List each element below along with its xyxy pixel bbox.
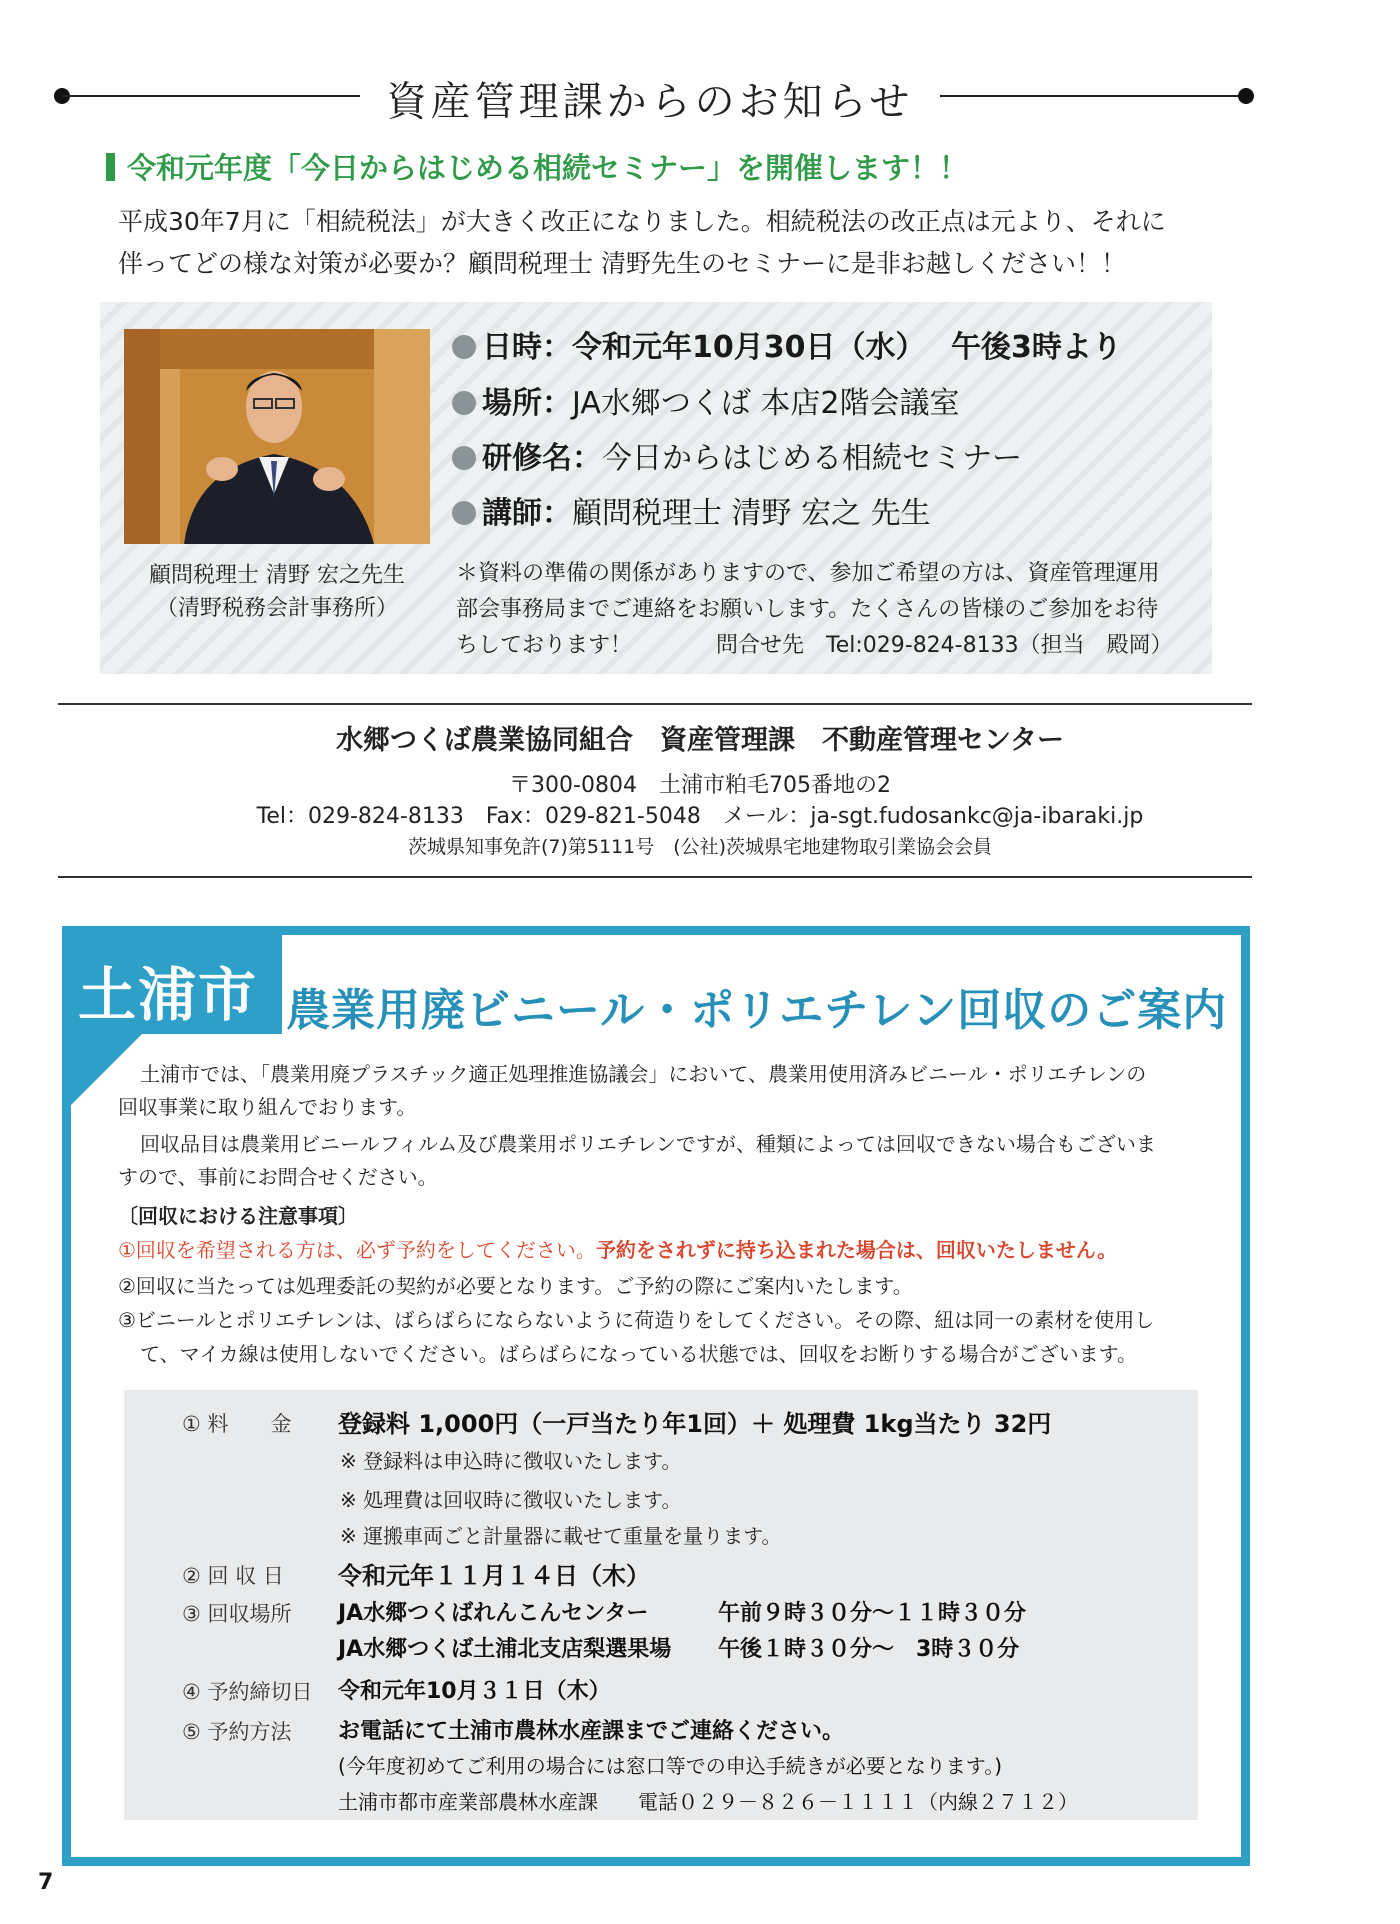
seminar-intro-line-2: 伴ってどの様な対策が必要か？顧問税理士 清野先生のセミナーに是非お越しください！！: [118, 249, 1126, 278]
fee-note-3: ※ 運搬車両ごと計量器に載せて重量を量ります。: [340, 1524, 782, 1548]
seminar-note-line-1: ＊資料の準備の関係がありますので、参加ご希望の方は、資産管理運用: [456, 561, 1160, 586]
caution-2: ②回収に当たっては処理委託の契約が必要となります。ご予約の際にご案内いたします。: [118, 1274, 913, 1298]
intro-line-1: 土浦市では、「農業用廃プラスチック適正処理推進協議会」において、農業用使用済みビニール・ポリエチレンの: [140, 1062, 1147, 1086]
deadline-value: 令和元年10月３１日（木）: [338, 1679, 611, 1704]
divider-bottom: [58, 876, 1252, 878]
seminar-title: 令和元年度「今日からはじめる相続セミナー」を開催します！！: [106, 146, 968, 187]
seminar-contact: 問合せ先 Tel:029-824-8133（担当 殿岡）: [716, 633, 1173, 658]
lecturer-photo: [124, 329, 430, 544]
seminar-note-line-3: ちしております！: [456, 633, 633, 658]
date-label: ② 回 収 日: [182, 1564, 284, 1588]
fee-value: 登録料 1,000円（一戸当たり年1回）＋ 処理費 1kg当たり 32円: [338, 1410, 1052, 1438]
header-line-left: [62, 95, 360, 97]
caution-heading: 〔回収における注意事項〕: [118, 1204, 358, 1228]
section-title: 資産管理課からのお知らせ: [386, 79, 914, 125]
office-contact: 土浦市都市産業部農林水産課 電話０２９－８２６－１１１１（内線２７１２）: [338, 1790, 1078, 1814]
place-1-name: JA水郷つくばれんこんセンター: [338, 1601, 649, 1626]
header-line-right: [940, 95, 1240, 97]
collection-date: 令和元年１１月１４日（木）: [338, 1562, 650, 1590]
place-1-time: 午前９時３０分～１１時３０分: [718, 1601, 1027, 1626]
caution-3-line-1: ③ビニールとポリエチレンは、ばらばらにならないように荷造りをしてください。その際、紐は同一の素材を使用し: [118, 1308, 1155, 1332]
photo-caption-name: 顧問税理士 清野 宏之先生: [149, 563, 405, 588]
caution-3-line-2: て、マイカ線は使用しないでください。ばらばらになっている状態では、回収をお断りする場合がございます。: [140, 1342, 1137, 1366]
caution-1: ①回収を希望される方は、必ず予約をしてください。予約をされずに持ち込まれた場合は、回収いたしません。: [118, 1238, 1118, 1262]
seminar-intro-line-1: 平成30年7月に「相続税法」が大きく改正になりました。相続税法の改正点は元より、それに: [118, 207, 1166, 236]
detail-place: 場所：JA水郷つくば 本店2階会議室: [452, 378, 959, 422]
fee-label: ① 料 金: [182, 1412, 292, 1436]
fee-note-2: ※ 処理費は回収時に徴収いたします。: [340, 1488, 682, 1512]
fee-note-1: ※ 登録料は申込時に徴収いたします。: [340, 1449, 682, 1473]
divider-top: [58, 703, 1252, 705]
org-address: 〒300-0804 土浦市粕毛705番地の2: [509, 773, 891, 798]
page-number: 7: [38, 1870, 54, 1895]
photo-caption-office: （清野税務会計事務所）: [155, 596, 398, 621]
seminar-note-line-2: 部会事務局までご連絡をお願いします。たくさんの皆様のご参加をお待: [456, 597, 1159, 622]
org-contact: Tel：029-824-8133 Fax：029-821-5048 メール：ja-sgt.fudosankc@ja-ibaraki.jp: [256, 804, 1144, 829]
place-2-name: JA水郷つくば土浦北支店梨選果場: [338, 1637, 672, 1662]
detail-datetime: 日時：令和元年10月30日（水） 午後3時より: [452, 322, 1122, 366]
header-dot-right: [1238, 88, 1254, 104]
org-license: 茨城県知事免許(7)第5111号 (公社)茨城県宅地建物取引業協会会員: [407, 836, 993, 858]
city-name: 土浦市: [78, 961, 259, 1029]
detail-training-name: 研修名：今日からはじめる相続セミナー: [452, 433, 1022, 477]
items-line-1: 回収品目は農業用ビニールフィルム及び農業用ポリエチレンですが、種類によっては回収できない場合もございま: [140, 1132, 1156, 1156]
deadline-label: ④ 予約締切日: [182, 1680, 313, 1704]
place-label: ③ 回収場所: [182, 1602, 292, 1626]
method-value: お電話にて土浦市農林水産課までご連絡ください。: [338, 1719, 845, 1744]
method-label: ⑤ 予約方法: [182, 1720, 292, 1744]
detail-lecturer: 講師：顧問税理士 清野 宏之 先生: [452, 488, 931, 532]
collection-title: 農業用廃ビニール・ポリエチレン回収のご案内: [286, 985, 1228, 1036]
method-note: (今年度初めてご利用の場合には窓口等での申込手続きが必要となります。): [338, 1754, 1003, 1778]
org-name: 水郷つくば農業協同組合 資産管理課 不動産管理センター: [336, 725, 1064, 756]
intro-line-2: 回収事業に取り組んでおります。: [118, 1095, 417, 1119]
place-2-time: 午後１時３０分～ 3時３０分: [718, 1637, 1020, 1662]
items-line-2: すので、事前にお問合せください。: [118, 1165, 438, 1189]
